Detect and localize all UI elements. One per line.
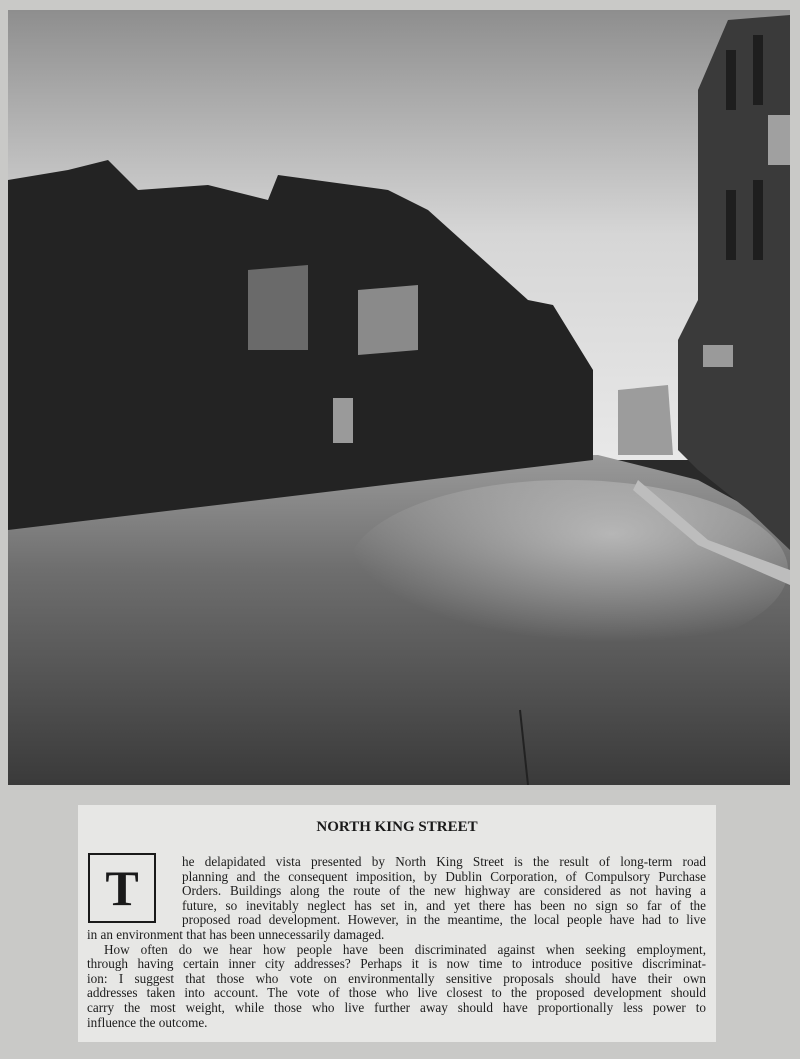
article-line: How often do we hear how people have been discriminated against when seeking employment, (104, 941, 706, 957)
article-line: planning and the consequent imposition, by Dublin Corporation, of Compulsory Purchase (182, 868, 706, 884)
street-photograph (8, 10, 790, 785)
drop-cap: T (88, 853, 156, 923)
article-text-box (78, 805, 716, 1042)
article-line: he delapidated vista presented by North King Street is the result of long-term road (182, 854, 706, 869)
article-line: ion: I suggest that those who vote on environmentally sensitive proposals should have their own (87, 970, 706, 986)
article-line: influence the outcome. (87, 1014, 208, 1030)
article-line: through having certain inner city addresses? Perhaps it is now time to introduce positive discriminat- (87, 956, 706, 972)
article-line: proposed road development. However, in the meantime, the local people have had to live (182, 912, 706, 928)
article-line: addresses taken into account. The vote of those who live closest to the proposed development should (87, 985, 706, 1001)
article-line: in an environment that has been unnecessarily damaged. (87, 927, 385, 942)
article-title: NORTH KING STREET (316, 819, 478, 835)
article-line: carry the most weight, while those who live further away should have proportionally less power to (87, 1000, 706, 1015)
article-line: Orders. Buildings along the route of the new highway are considered as not having a (182, 883, 706, 899)
article-line: future, so inevitably neglect has set in, and yet there has been no sign so far of the (182, 897, 706, 913)
